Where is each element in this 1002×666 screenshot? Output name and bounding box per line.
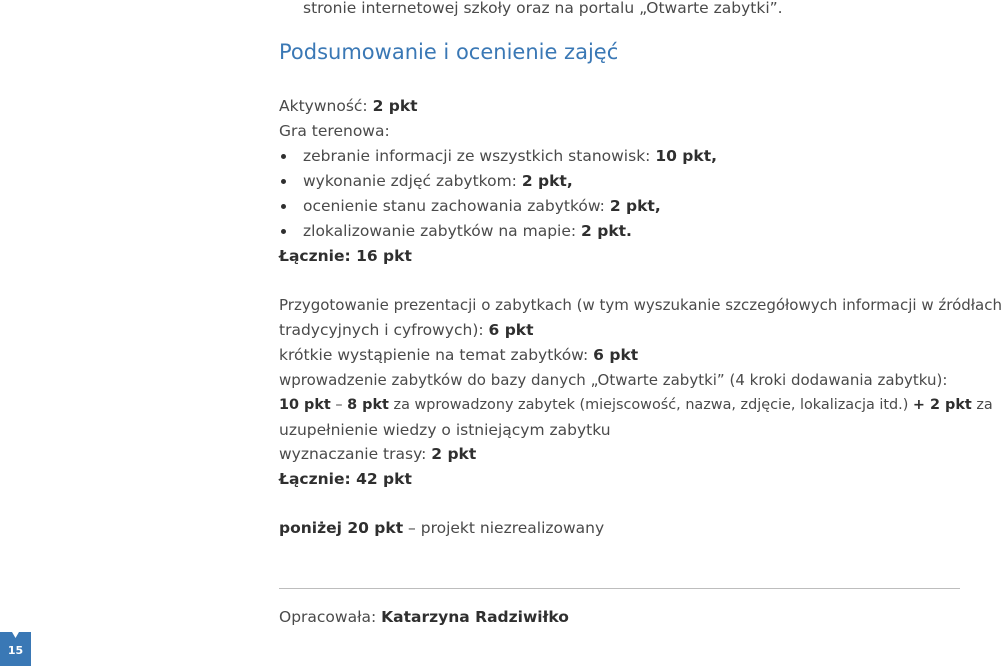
list-item (303, 146, 717, 166)
database-line-3: uzupełnienie wiedzy o istniejącym zabytku (279, 421, 611, 439)
presentation-value: 6 pkt (488, 321, 534, 339)
threshold-value: poniżej 20 pkt (279, 519, 404, 537)
top-line: stronie internetowej szkoły oraz na portalu „Otwarte zabytki”. (303, 0, 783, 17)
list-item-label: zebranie informacji ze wszystkich stanowisk: (303, 147, 656, 165)
presentation-line-2 (279, 320, 534, 340)
database-bonus: + 2 pkt (912, 397, 972, 413)
total-project: Łącznie: 42 pkt (279, 470, 412, 488)
list-item-value: 10 pkt, (655, 147, 717, 165)
bullet-icon (281, 204, 286, 209)
footer-divider (279, 588, 960, 589)
database-range-start: 10 pkt (279, 397, 331, 413)
threshold-line (279, 518, 604, 538)
list-item-value: 2 pkt, (521, 172, 573, 190)
bullet-icon (281, 179, 286, 184)
database-tail: za (971, 397, 993, 413)
speech-line (279, 345, 638, 365)
list-item-value: 2 pkt, (609, 197, 661, 215)
badge-notch-icon (0, 632, 31, 640)
list-item-label: ocenienie stanu zachowania zabytków: (303, 197, 610, 215)
author-name: Katarzyna Radziwiłko (381, 608, 569, 626)
route-value: 2 pkt (431, 445, 477, 463)
list-item (303, 196, 661, 216)
page-number: 15 (7, 644, 24, 657)
author-line (279, 607, 569, 627)
list-item-label: wykonanie zdjęć zabytkom: (303, 172, 522, 190)
list-item (303, 221, 632, 241)
database-range-end: 8 pkt (347, 397, 389, 413)
speech-value: 6 pkt (593, 346, 639, 364)
activity-line (279, 96, 418, 116)
section-heading: Podsumowanie i ocenienie zajęć (279, 40, 619, 64)
total-field-game: Łącznie: 16 pkt (279, 247, 412, 265)
presentation-label: tradycyjnych i cyfrowych): (279, 321, 489, 339)
database-middle: za wprowadzony zabytek (miejscowość, nazwa, zdjęcie, lokalizacja itd.) (388, 397, 913, 413)
presentation-line-1: Przygotowanie prezentacji o zabytkach (w tym wyszukanie szczegółowych informacji w źródłach (279, 296, 1002, 314)
bullet-icon (281, 229, 286, 234)
list-item-label: zlokalizowanie zabytków na mapie: (303, 222, 582, 240)
activity-value: 2 pkt (372, 97, 418, 115)
page-number-badge (0, 632, 31, 666)
database-line-1: wprowadzenie zabytków do bazy danych „Otwarte zabytki” (4 kroki dodawania zabytku): (279, 371, 948, 389)
threshold-text: – projekt niezrealizowany (403, 519, 605, 537)
bullet-icon (281, 154, 286, 159)
database-dash: – (330, 397, 348, 413)
database-line-2 (279, 395, 993, 415)
list-item (303, 171, 573, 191)
route-line (279, 444, 476, 464)
activity-label: Aktywność: (279, 97, 373, 115)
route-label: wyznaczanie trasy: (279, 445, 432, 463)
author-label: Opracowała: (279, 608, 382, 626)
field-game-label: Gra terenowa: (279, 122, 390, 140)
speech-label: krótkie wystąpienie na temat zabytków: (279, 346, 594, 364)
list-item-value: 2 pkt. (581, 222, 632, 240)
